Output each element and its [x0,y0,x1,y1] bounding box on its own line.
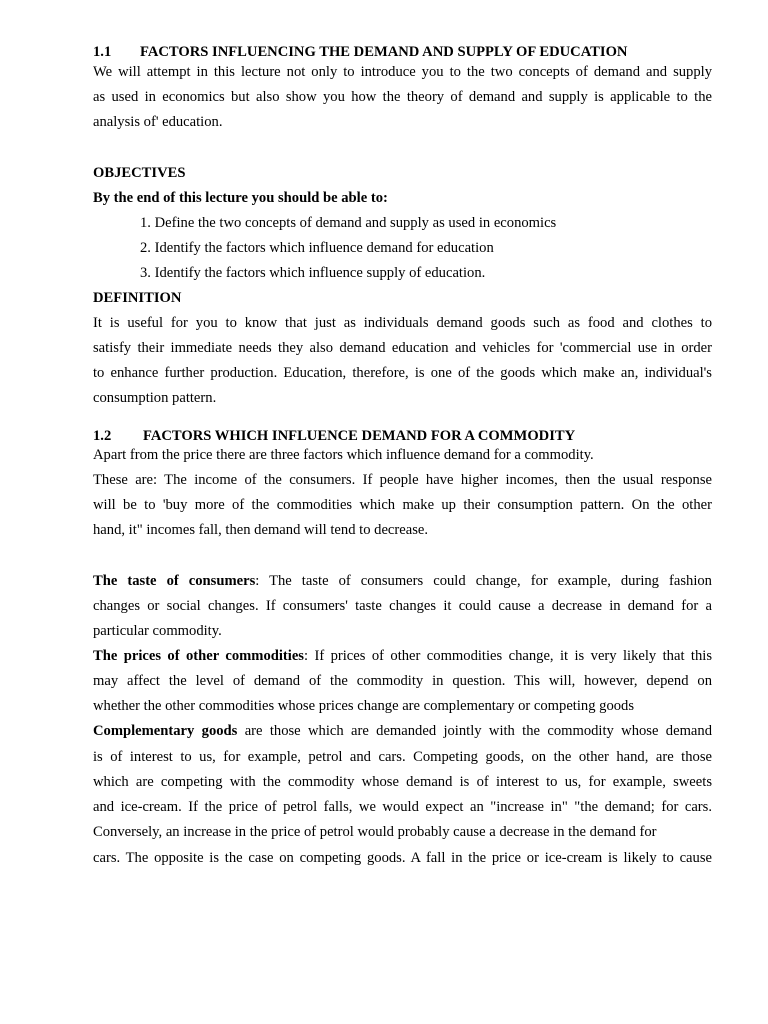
paragraph-line: may affect the level of demand of the commodity in question. This will, however, depend on [93,673,712,689]
paragraph-line: whether the other commodities whose prices change are complementary or competing goods [93,698,635,714]
objectives-intro: By the end of this lecture you should be able to: [93,190,388,206]
section-title: FACTORS INFLUENCING THE DEMAND AND SUPPLY OF EDUCATION [140,44,628,60]
paragraph-line: cars. The opposite is the case on competing goods. A fall in the price or ice-cream is likely to cause [93,850,712,866]
section-number: 1.1 [93,44,112,60]
complementary-paragraph-first-line [93,722,712,740]
paragraph-line: consumption pattern. [93,390,217,406]
paragraph-line: as used in economics but also show you how the theory of demand and supply is applicable to the [93,89,712,105]
objective-item: 3. Identify the factors which influence supply of education. [140,265,486,281]
section-1-1-heading [93,43,627,61]
objective-item: 1. Define the two concepts of demand and supply as used in economics [140,215,557,231]
taste-term: The taste of consumers [93,573,256,589]
taste-text: : The taste of consumers could change, for example, during fashion [255,573,712,589]
paragraph-line: Conversely, an increase in the price of petrol would probably cause a decrease in the demand for [93,824,657,840]
taste-paragraph-first-line [93,572,712,590]
section-title: FACTORS WHICH INFLUENCE DEMAND FOR A COMMODITY [143,428,576,444]
objective-item: 2. Identify the factors which influence demand for education [140,240,494,256]
definition-heading: DEFINITION [93,290,182,306]
prices-term: The prices of other commodities [93,648,304,664]
section-number: 1.2 [93,428,112,444]
paragraph-line: analysis of' education. [93,114,223,130]
paragraph-line: satisfy their immediate needs they also demand education and vehicles for 'commercial use in order [93,340,712,356]
paragraph-line: It is useful for you to know that just as individuals demand goods such as food and clothes to [93,315,712,331]
paragraph-line: and ice-cream. If the price of petrol falls, we would expect an "increase in" "the demand; for cars. [93,799,712,815]
paragraph-line: We will attempt in this lecture not only to introduce you to the two concepts of demand and supply [93,64,712,80]
paragraph-line: changes or social changes. If consumers' taste changes it could cause a decrease in demand for a [93,598,712,614]
prices-paragraph-first-line [93,647,712,665]
complementary-text: are those which are demanded jointly with the commodity whose demand [237,723,712,739]
paragraph-line: hand, it" incomes fall, then demand will tend to decrease. [93,522,429,538]
complementary-term: Complementary goods [93,723,238,739]
paragraph-line: which are competing with the commodity whose demand is of interest to us, for example, sweets [93,774,712,790]
objectives-heading: OBJECTIVES [93,165,186,181]
paragraph-line: particular commodity. [93,623,222,639]
paragraph-line: is of interest to us, for example, petrol and cars. Competing goods, on the other hand, are those [93,749,712,765]
section-1-2-heading [93,427,575,445]
paragraph-line: to enhance further production. Education, therefore, is one of the goods which make an, individual's [93,365,712,381]
paragraph-line: These are: The income of the consumers. If people have higher incomes, then the usual response [93,472,712,488]
paragraph-line: will be to 'buy more of the commodities which make up their consumption pattern. On the other [93,497,712,513]
prices-text: : If prices of other commodities change, it is very likely that this [304,648,713,664]
paragraph-line: Apart from the price there are three factors which influence demand for a commodity. [93,447,594,463]
